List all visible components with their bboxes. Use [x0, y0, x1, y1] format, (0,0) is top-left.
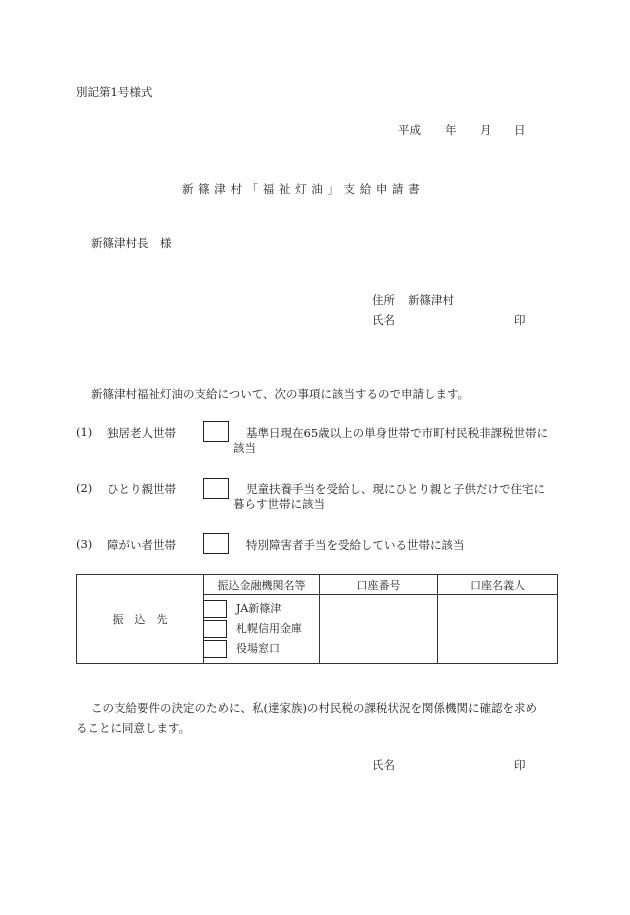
bank-option-checkbox[interactable] — [203, 640, 227, 658]
category-number: (2) — [76, 481, 93, 495]
bank-options-cell — [204, 595, 320, 664]
signature-name-label: 氏名 — [372, 758, 395, 772]
category-description: 特別障害者手当を受給している世帯に該当 — [246, 538, 465, 552]
column-header-account-holder: 口座名義人 — [438, 575, 558, 595]
date-era: 平成 — [398, 123, 421, 137]
account-number-field[interactable] — [320, 595, 438, 664]
column-header-bank: 振込金融機関名等 — [204, 575, 320, 595]
bank-option-label: 役場窓口 — [236, 642, 280, 655]
category-label: ひとり親世帯 — [107, 482, 176, 496]
account-holder-field[interactable] — [438, 595, 558, 664]
transfer-destination-label: 振 込 先 — [77, 575, 204, 664]
document-title: 新 篠 津 村 「 福 祉 灯 油 」 支 給 申 請 書 — [182, 182, 421, 196]
category-label: 障がい者世帯 — [107, 538, 176, 552]
bank-option-checkbox[interactable] — [203, 620, 227, 638]
category-number: (3) — [76, 537, 93, 551]
date-month: 月 — [480, 123, 492, 137]
seal-mark: 印 — [514, 313, 526, 327]
form-id: 別記第1号様式 — [76, 85, 153, 99]
category-description-cont: 暮らす世帯に該当 — [233, 497, 325, 511]
category-label: 独居老人世帯 — [107, 426, 176, 440]
signature-seal-mark: 印 — [514, 758, 526, 772]
bank-option-label: 札幌信用金庫 — [236, 622, 302, 635]
addressee: 新篠津村長 様 — [91, 236, 172, 250]
name-label: 氏名 — [372, 313, 395, 327]
consent-text-cont: ることに同意します。 — [76, 721, 191, 735]
intro-text: 新篠津村福祉灯油の支給について、次の事項に該当するので申請します。 — [91, 387, 470, 401]
category-description-cont: 該当 — [233, 441, 256, 455]
column-header-account-number: 口座番号 — [320, 575, 438, 595]
bank-transfer-table — [76, 574, 558, 664]
category-checkbox[interactable] — [203, 478, 229, 499]
bank-option-label: JA新篠津 — [236, 602, 282, 615]
date-year: 年 — [445, 123, 457, 137]
category-number: (1) — [76, 425, 93, 439]
date-day: 日 — [514, 123, 526, 137]
bank-option-ja[interactable] — [204, 599, 319, 619]
category-checkbox[interactable] — [203, 533, 229, 554]
bank-option-checkbox[interactable] — [203, 600, 227, 618]
address-label: 住所 — [372, 293, 395, 307]
address-value: 新篠津村 — [408, 293, 454, 307]
consent-text: この支給要件の決定のために、私(達家族)の村民税の課税状況を関係機関に確認を求め — [91, 701, 537, 715]
table-header-row — [77, 575, 558, 595]
category-description: 基準日現在65歳以上の単身世帯で市町村民税非課税世帯に — [246, 426, 549, 440]
category-checkbox[interactable] — [203, 421, 229, 442]
category-description: 児童扶養手当を受給し、現にひとり親と子供だけで住宅に — [246, 482, 545, 496]
bank-option-sapporo-shinkin[interactable] — [204, 619, 319, 639]
bank-option-town-office[interactable] — [204, 639, 319, 659]
